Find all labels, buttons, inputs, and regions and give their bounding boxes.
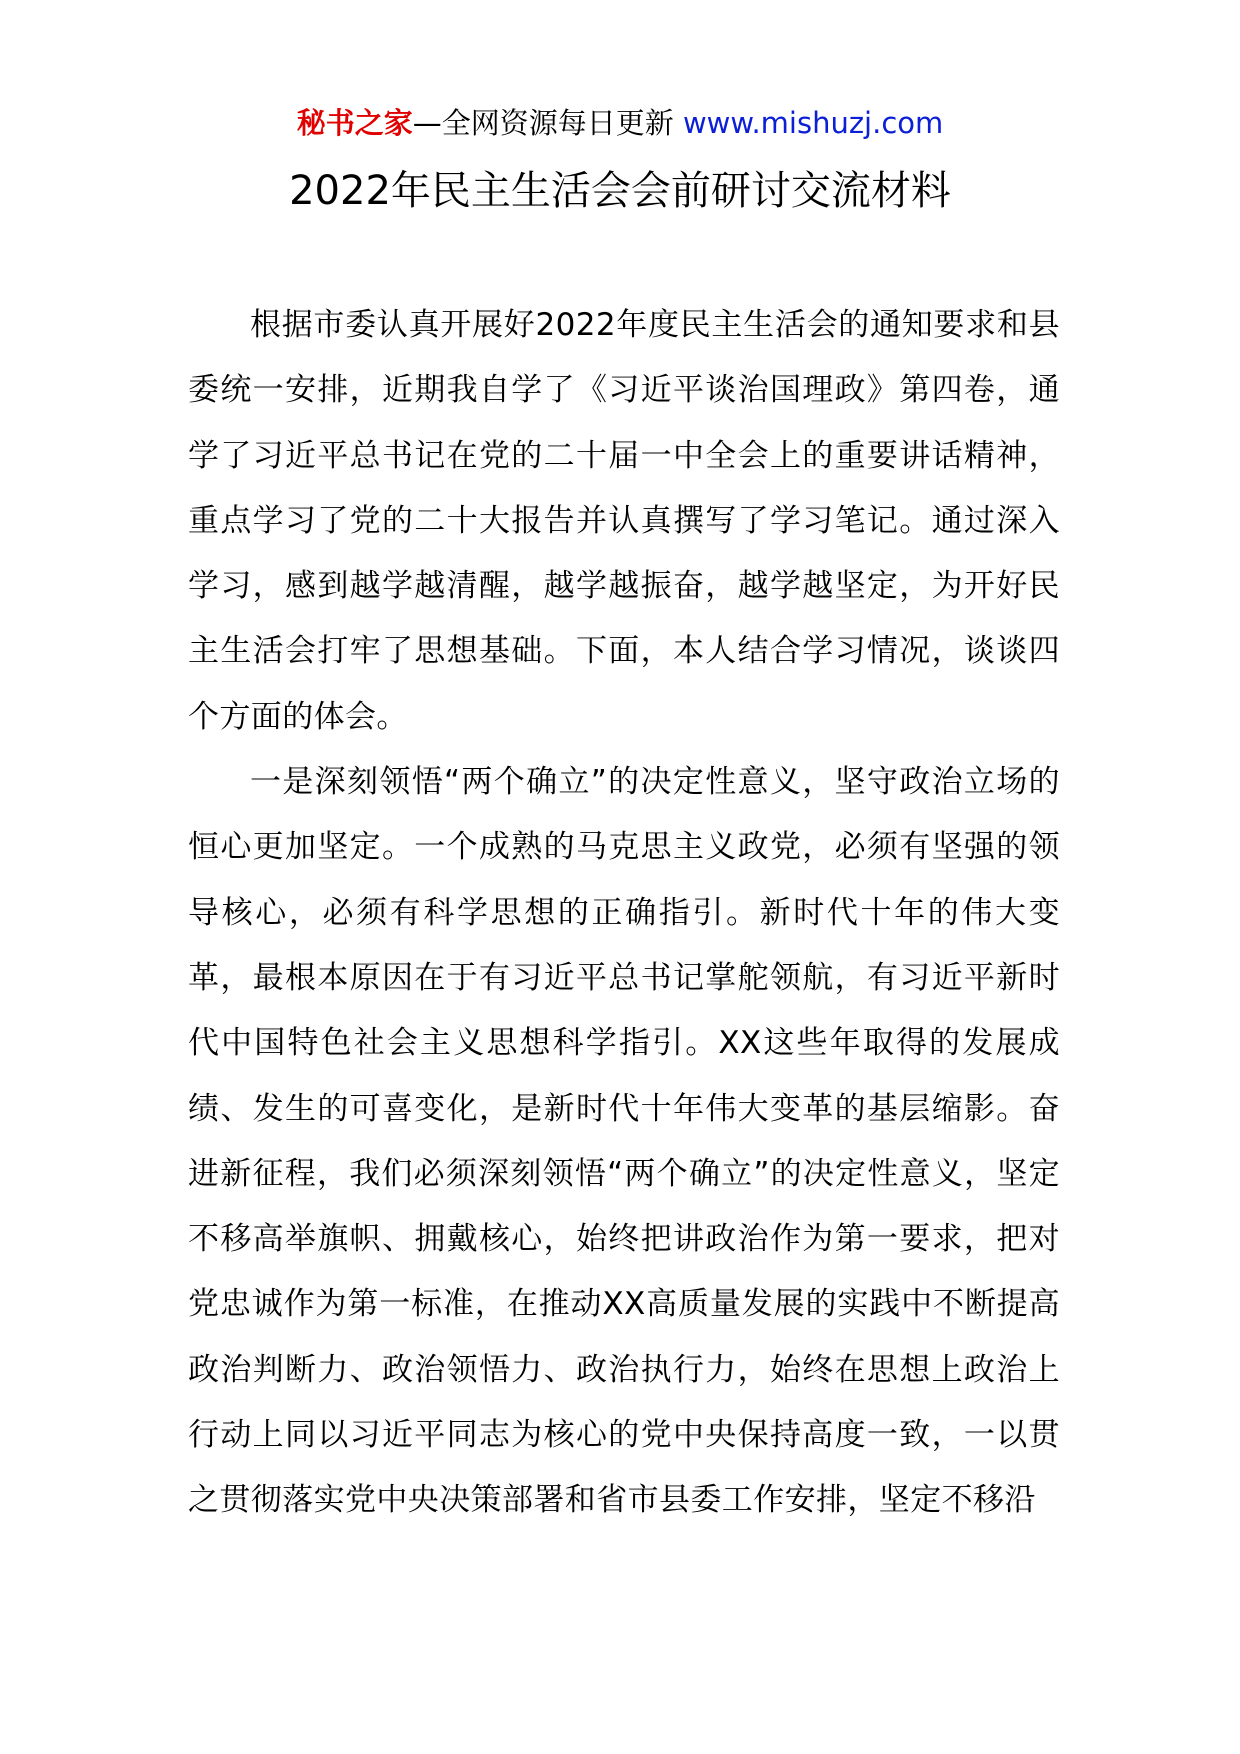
body-paragraph: 根据市委认真开展好2022年度民主生活会的通知要求和县委统一安排，近期我自学了《习近平谈治国理政》第四卷，通学了习近平总书记在党的二十届一中全会上的重要讲话精神，重点学习了党的二十大报告并认真撰写了学习笔记。通过深入学习，感到越学越清醒，越学越振奋，越学越坚定，为开好民主生活会打牢了思想基础。下面，本人结合学习情况，谈谈四个方面的体会。 <box>188 307 1060 735</box>
brand-name: 秘书之家 <box>296 106 413 140</box>
document-title: 2022年民主生活会会前研讨交流材料 <box>289 168 951 214</box>
site-banner <box>0 103 1240 143</box>
body-paragraph: 一是深刻领悟“两个确立”的决定性意义，坚守政治立场的恒心更加坚定。一个成熟的马克思主义政党，必须有坚强的领导核心，必须有科学思想的正确指引。新时代十年的伟大变革，最根本原因在于有习近平总书记掌舵领航，有习近平新时代中国特色社会主义思想科学指引。XX这些年取得的发展成绩、发生的可喜变化，是新时代十年伟大变革的基层缩影。奋进新征程，我们必须深刻领悟“两个确立”的决定性意义，坚定不移高举旗帜、拥戴核心，始终把讲政治作为第一要求，把对党忠诚作为第一标准，在推动XX高质量发展的实践中不断提高政治判断力、政治领悟力、政治执行力，始终在思想上政治上行动上同以习近平同志为核心的党中央保持高度一致，一以贯之贯彻落实党中央决策部署和省市县委工作安排，坚定不移沿 <box>188 764 1060 1519</box>
banner-tagline: —全网资源每日更新 <box>412 106 683 140</box>
site-url-link[interactable]: www.mishuzj.com <box>682 106 944 140</box>
document-body <box>188 293 1060 1534</box>
